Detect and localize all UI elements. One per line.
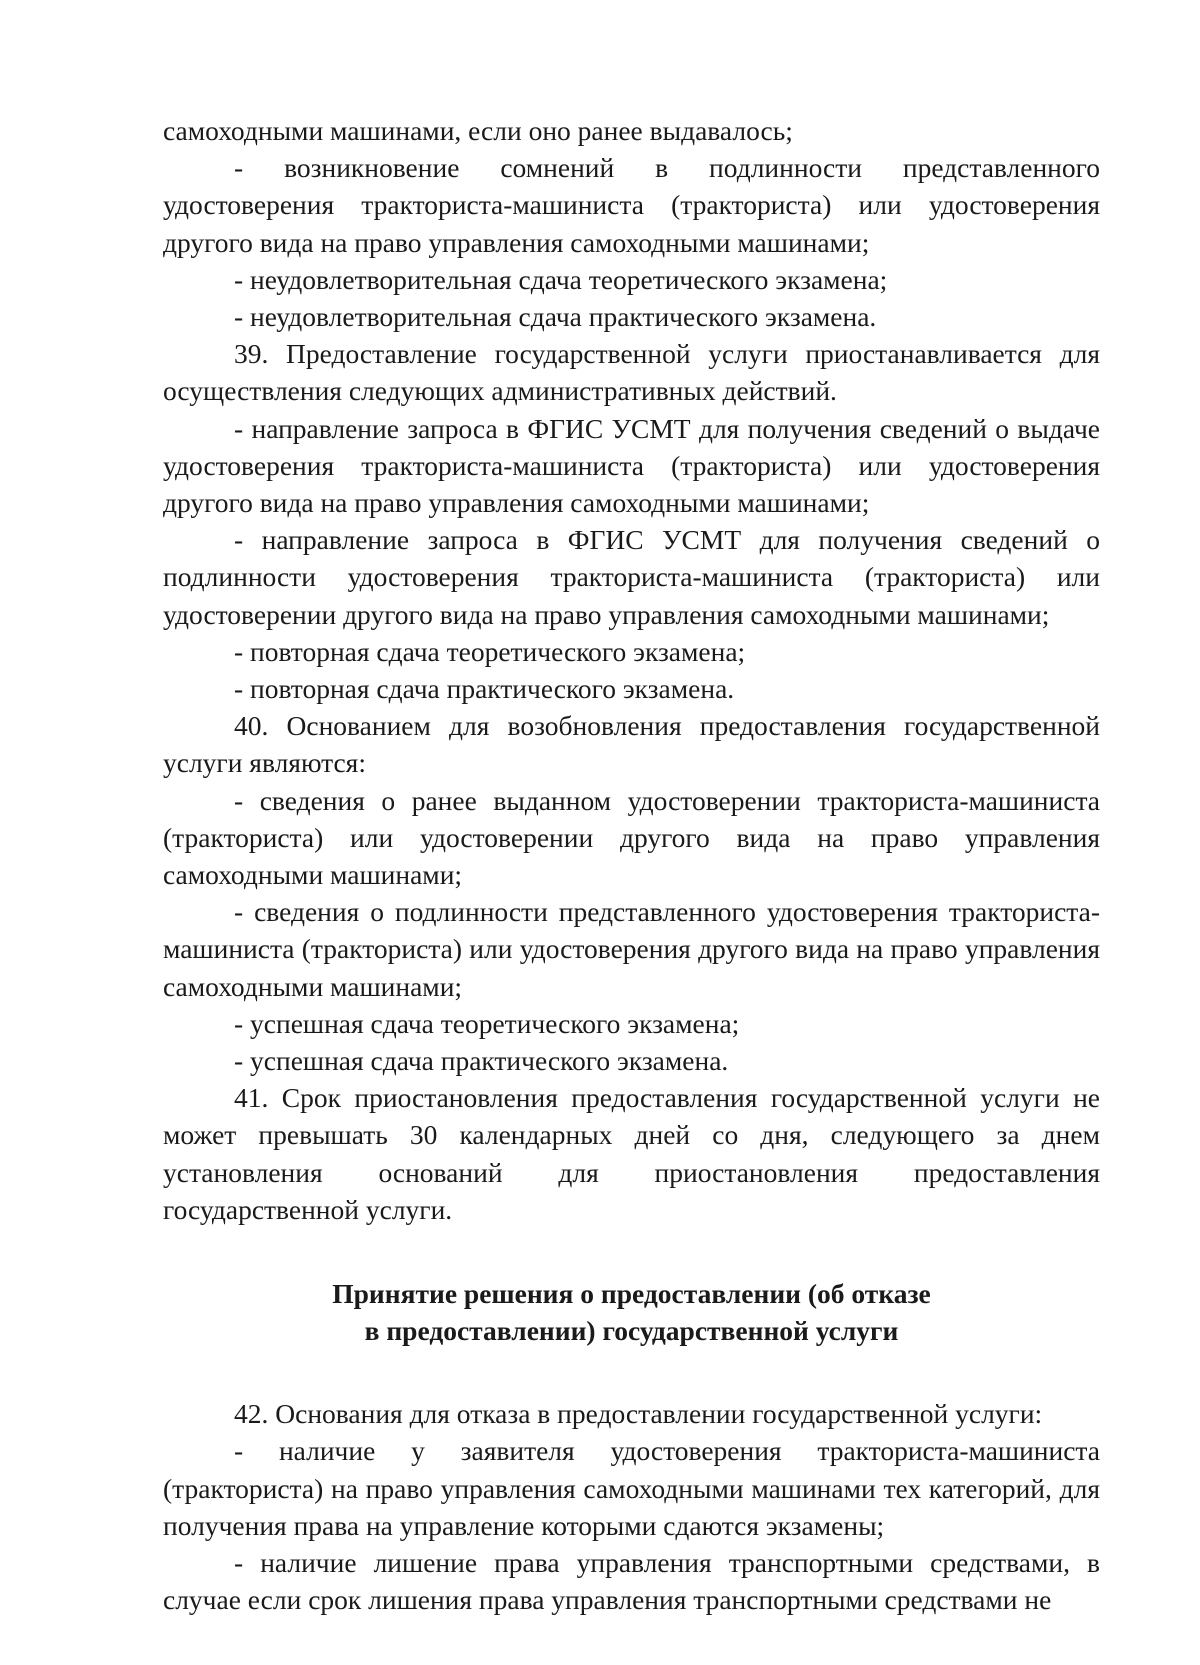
paragraph-42: 42. Основания для отказа в предоставлении государственной услуги:	[234, 1398, 1043, 1430]
list-item: - неудовлетворительная сдача практического экзамена.	[234, 301, 877, 333]
paragraph-41: 41. Срок приостановления предоставления государственной услуги не может превышать 30 календарных дней со дня, следующего за днем установления оснований для приостановления предоставления государственной услуги.	[163, 1082, 1100, 1225]
section-heading-line-2: в предоставлении) государственной услуги	[364, 1315, 899, 1347]
document-body	[163, 112, 1100, 1618]
paragraph-continuation: самоходными машинами, если оно ранее выдавалось;	[163, 115, 793, 146]
list-item: - наличие лишение права управления транспортными средствами, в случае если срок лишения права управления транспортными средствами не	[163, 1546, 1100, 1616]
list-item: - повторная сдача практического экзамена.	[234, 673, 735, 705]
list-item: - направление запроса в ФГИС УСМТ для получения сведений о выдаче удостоверения тракториста-машиниста (тракториста) или удостоверения другого вида на право управления самоходными машинами;	[163, 412, 1100, 519]
list-item: - повторная сдача теоретического экзамена;	[234, 635, 746, 667]
list-item: - направление запроса в ФГИС УСМТ для получения сведений о подлинности удостоверения тракториста-машиниста (тракториста) или удостоверении другого вида на право управления самоходными машинами;	[163, 524, 1100, 630]
section-heading	[163, 1275, 1100, 1349]
list-item: - сведения о подлинности представленного удостоверения тракториста-машиниста (тракториста) или удостоверения другого вида на право управления самоходными машинами;	[163, 896, 1100, 1002]
paragraph-40: 40. Основанием для возобновления предоставления государственной услуги являются:	[163, 710, 1100, 779]
list-item: - возникновение сомнений в подлинности представленного удостоверения тракториста-машиниста (тракториста) или удостоверения другого вида на право управления самоходными машинами;	[163, 152, 1100, 258]
list-item: - неудовлетворительная сдача теоретического экзамена;	[234, 263, 888, 295]
paragraph-39: 39. Предоставление государственной услуги приостанавливается для осуществления следующих административных действий.	[163, 338, 1100, 407]
list-item: - сведения о ранее выданном удостоверении тракториста-машиниста (тракториста) или удостоверении другого вида на право управления самоходными машинами;	[163, 784, 1100, 891]
list-item: - успешная сдача теоретического экзамена;	[234, 1007, 740, 1039]
list-item: - наличие у заявителя удостоверения тракториста-машиниста (тракториста) на право управления самоходными машинами тех категорий, для получения права на управление которыми сдаются экзамены;	[163, 1435, 1100, 1541]
list-item: - успешная сдача практического экзамена.	[234, 1045, 729, 1077]
section-heading-line-1: Принятие решения о предоставлении (об отказе	[332, 1278, 931, 1310]
